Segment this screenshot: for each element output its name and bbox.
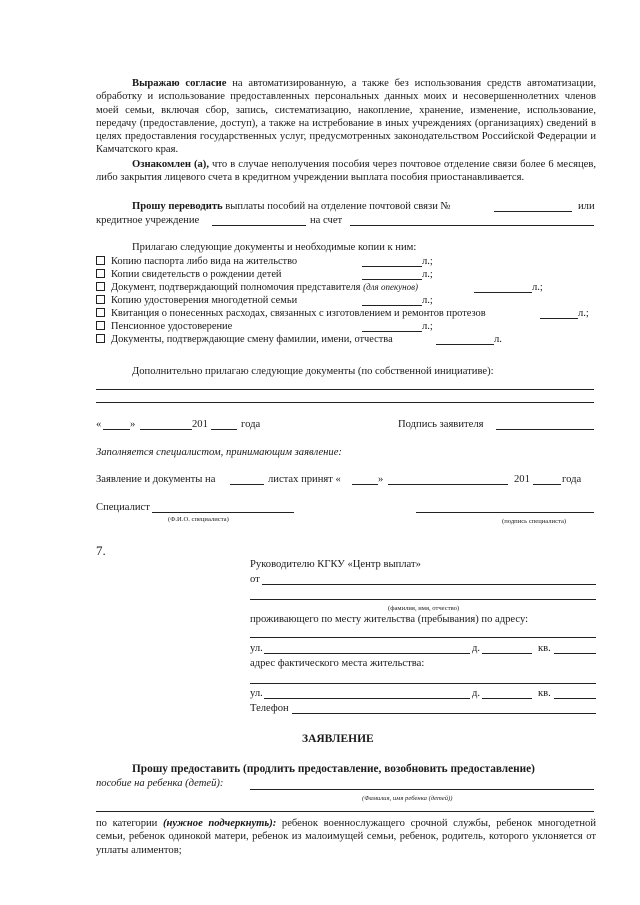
form-number: 7.	[96, 543, 106, 558]
consent-bold: Выражаю согласие	[132, 78, 227, 89]
received-month-field[interactable]	[388, 484, 508, 485]
attach-item-label: Копии свидетельств о рождении детей	[111, 269, 282, 280]
received-text-1: Заявление и документы на	[96, 474, 216, 485]
category-paragraph	[96, 817, 596, 857]
received-year-field[interactable]	[533, 484, 561, 485]
checkbox[interactable]	[96, 256, 105, 265]
residence-field[interactable]	[250, 637, 596, 638]
from-label: от	[250, 574, 260, 585]
pages-suffix: л.;	[422, 295, 433, 306]
pages-suffix: л.;	[578, 308, 589, 319]
received-day-field[interactable]	[352, 484, 378, 485]
attach-item	[96, 294, 297, 307]
checkbox[interactable]	[96, 308, 105, 317]
applicant-signature-field[interactable]	[496, 429, 594, 430]
specialist-sign-field[interactable]	[416, 512, 594, 513]
pages-suffix: л.;	[532, 282, 543, 293]
specialist-heading	[96, 446, 342, 459]
pages-field[interactable]	[436, 344, 494, 345]
attach-item-label: Квитанция о понесенных расходах, связанных с изготовлением и ремонтов протезов	[111, 308, 486, 319]
attach-item-note: (для опекунов)	[363, 282, 419, 292]
pages-field[interactable]	[362, 266, 422, 267]
date-open-quote: «	[96, 419, 102, 430]
checkbox[interactable]	[96, 269, 105, 278]
specialist-label: Специалист	[96, 502, 150, 513]
pages-field[interactable]	[540, 318, 578, 319]
specialist-name-caption: (Ф.И.О. специалиста)	[168, 516, 229, 523]
child-name-caption-text: (Фамилия, имя ребенка (детей))	[362, 795, 453, 802]
fio-caption: (фамилия, имя, отчество)	[388, 605, 460, 612]
received-text-2: листах принят «	[268, 474, 341, 485]
transfer-or: или	[578, 201, 595, 212]
addressee: Руководителю КГКУ «Центр выплат»	[250, 559, 421, 570]
street-field-2[interactable]	[264, 698, 470, 699]
attach-item-label: Документы, подтверждающие смену фамилии, имени, отчества	[111, 334, 393, 345]
informed-bold: Ознакомлен (а),	[132, 159, 209, 170]
pages-suffix: л.	[494, 334, 502, 345]
pages-suffix: л.;	[422, 256, 433, 267]
pages-field[interactable]	[362, 305, 422, 306]
benefit-label	[96, 777, 223, 790]
informed-paragraph	[96, 158, 596, 185]
date-year-field[interactable]	[211, 429, 237, 430]
credit-institution-field[interactable]	[212, 225, 306, 226]
child-name-field[interactable]	[250, 789, 594, 790]
attach-heading: Прилагаю следующие документы и необходимые копии к ним:	[132, 242, 417, 253]
pages-field[interactable]	[362, 279, 422, 280]
account-field[interactable]	[350, 225, 594, 226]
consent-paragraph	[96, 77, 596, 157]
specialist-sign-caption: (подпись специалиста)	[502, 518, 567, 525]
post-office-field[interactable]	[494, 211, 572, 212]
extra-docs-field-2[interactable]	[96, 402, 594, 403]
received-pages-field[interactable]	[230, 484, 264, 485]
checkbox[interactable]	[96, 334, 105, 343]
attach-item-label: Документ, подтверждающий полномочия представителя	[111, 282, 361, 293]
received-suffix: года	[562, 474, 582, 485]
pages-suffix: л.;	[422, 269, 433, 280]
transfer-text1: выплаты пособий на отделение почтовой связи №	[222, 201, 451, 212]
attach-item	[96, 333, 393, 346]
document-title: ЗАЯВЛЕНИЕ	[302, 733, 374, 745]
informed-text: что в случае неполучения пособия через почтовое отделение связи более 6 месяцев, либо закрытия лицевого счета в кредитном учреждении выплата пособия приостанавливается.	[96, 159, 596, 184]
attach-item	[96, 281, 418, 294]
date-year-prefix: 201	[192, 419, 208, 430]
attach-item	[96, 307, 486, 320]
received-text-3: »	[378, 474, 384, 485]
checkbox[interactable]	[96, 282, 105, 291]
residence-label: проживающего по месту жительства (пребывания) по адресу:	[250, 614, 529, 625]
date-month-field[interactable]	[140, 429, 192, 430]
attach-item	[96, 255, 297, 268]
house-field[interactable]	[482, 653, 532, 654]
date-suffix: года	[241, 419, 261, 430]
actual-address-field[interactable]	[250, 683, 596, 684]
pages-field[interactable]	[362, 331, 422, 332]
phone-label: Телефон	[250, 703, 289, 714]
credit-institution-label: кредитное учреждение	[96, 215, 200, 226]
house-label: д.	[472, 643, 481, 654]
extra-docs-label: Дополнительно прилагаю следующие документы (по собственной инициативе):	[132, 366, 494, 377]
house-field-2[interactable]	[482, 698, 532, 699]
actual-address-label: адрес фактического места жительства:	[250, 658, 425, 669]
house-label-2: д.	[472, 688, 481, 699]
pages-field[interactable]	[474, 292, 532, 293]
category-text: ребенок военнослужащего срочной службы, ребенок многодетной семьи, ребенок одинокой матери, ребенок из малоимущей семьи, ребенок, родитель, которого уклоняется от уплаты алиментов;	[96, 818, 597, 856]
from-field[interactable]	[262, 584, 596, 585]
child-name-field-2[interactable]	[96, 811, 594, 812]
apt-label: кв.	[538, 643, 551, 654]
pages-suffix: л.;	[422, 321, 433, 332]
consent-text: на автоматизированную, а также без использования средств автоматизации, обработку и использование предоставленных персональных данных моих и несовершеннолетних членов моей семьи, включая сбор, запись, систематизацию, накопление, хранение, изменение, использование, передачу (предоставление, доступ), а также на истребование в иных учреждениях (организациях) сведений в целях предоставления государственных услуг, предусмотренных законодательством Российской Федерации и Камчатского края.	[96, 78, 596, 156]
attach-item-label: Пенсионное удостоверение	[111, 321, 233, 332]
apt-label-2: кв.	[538, 688, 551, 699]
phone-field[interactable]	[292, 713, 596, 714]
benefit-label-text: пособие на ребенка (детей):	[96, 778, 224, 789]
checkbox[interactable]	[96, 295, 105, 304]
apt-field[interactable]	[554, 653, 596, 654]
date-close-quote: »	[130, 419, 136, 430]
apt-field-2[interactable]	[554, 698, 596, 699]
checkbox[interactable]	[96, 321, 105, 330]
from-field-2[interactable]	[250, 599, 596, 600]
street-label-2: ул.	[250, 688, 263, 699]
extra-docs-field-1[interactable]	[96, 389, 594, 390]
applicant-signature-label: Подпись заявителя	[398, 419, 484, 430]
transfer-bold: Прошу переводить	[132, 201, 223, 212]
child-name-caption	[362, 792, 452, 805]
category-label: по категории	[96, 818, 158, 829]
account-label: на счет	[310, 215, 343, 226]
received-year-prefix: 201	[514, 474, 530, 485]
street-field[interactable]	[264, 653, 470, 654]
category-note: (нужное подчеркнуть):	[162, 818, 277, 829]
attach-item-label: Копию паспорта либо вида на жительство	[111, 256, 298, 267]
date-day-field[interactable]	[103, 429, 130, 430]
specialist-heading-text: Заполняется специалистом, принимающим заявление:	[96, 447, 342, 458]
attach-item	[96, 320, 232, 333]
street-label: ул.	[250, 643, 263, 654]
transfer-line-1	[132, 200, 451, 213]
request-line: Прошу предоставить (продлить предоставление, возобновить предоставление)	[132, 763, 535, 775]
attach-item-label: Копию удостоверения многодетной семьи	[111, 295, 298, 306]
attach-item	[96, 268, 282, 281]
